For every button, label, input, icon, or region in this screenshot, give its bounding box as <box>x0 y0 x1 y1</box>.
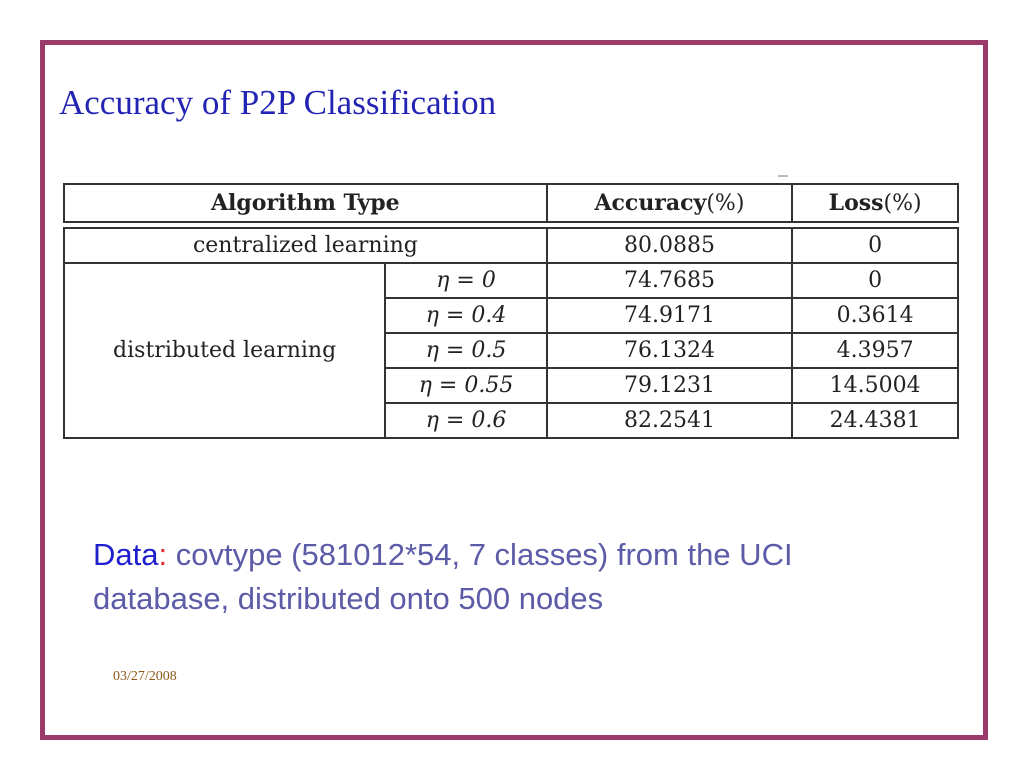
caption-label: Data <box>93 537 159 572</box>
cell-loss: 0.3614 <box>792 298 958 333</box>
cell-loss: 4.3957 <box>792 333 958 368</box>
cell-eta: η = 0.6 <box>385 403 547 438</box>
cell-loss: 24.4381 <box>792 403 958 438</box>
cell-accuracy: 76.1324 <box>547 333 792 368</box>
cell-accuracy: 82.2541 <box>547 403 792 438</box>
cell-loss: 14.5004 <box>792 368 958 403</box>
cell-eta: η = 0.4 <box>385 298 547 333</box>
cell-distributed-label: distributed learning <box>64 263 385 438</box>
table-row <box>64 263 958 298</box>
caption-colon: : <box>158 537 168 572</box>
results-table-body <box>63 227 959 439</box>
cell-centralized-accuracy: 80.0885 <box>547 228 792 263</box>
table-row-centralized <box>64 228 958 263</box>
cell-accuracy: 74.9171 <box>547 298 792 333</box>
header-loss: Loss(%) <box>792 184 958 222</box>
slide-date: 03/27/2008 <box>113 669 177 684</box>
cell-accuracy: 79.1231 <box>547 368 792 403</box>
cell-accuracy: 74.7685 <box>547 263 792 298</box>
header-accuracy: Accuracy(%) <box>547 184 793 222</box>
cell-centralized-label: centralized learning <box>64 228 547 263</box>
caption-text: covtype (581012*54, 7 classes) from the UCI database, distributed onto 500 nodes <box>93 537 793 616</box>
cell-eta: η = 0.55 <box>385 368 547 403</box>
cell-centralized-loss: 0 <box>792 228 958 263</box>
cell-eta: η = 0.5 <box>385 333 547 368</box>
header-row <box>64 184 958 222</box>
cell-loss: 0 <box>792 263 958 298</box>
cell-eta: η = 0 <box>385 263 547 298</box>
decorative-mark <box>778 175 788 177</box>
slide-frame <box>40 40 988 740</box>
slide-title: Accuracy of P2P Classification <box>59 83 497 122</box>
header-algorithm-type: Algorithm Type <box>64 184 547 222</box>
data-caption <box>93 533 933 621</box>
results-table-header <box>63 183 959 223</box>
